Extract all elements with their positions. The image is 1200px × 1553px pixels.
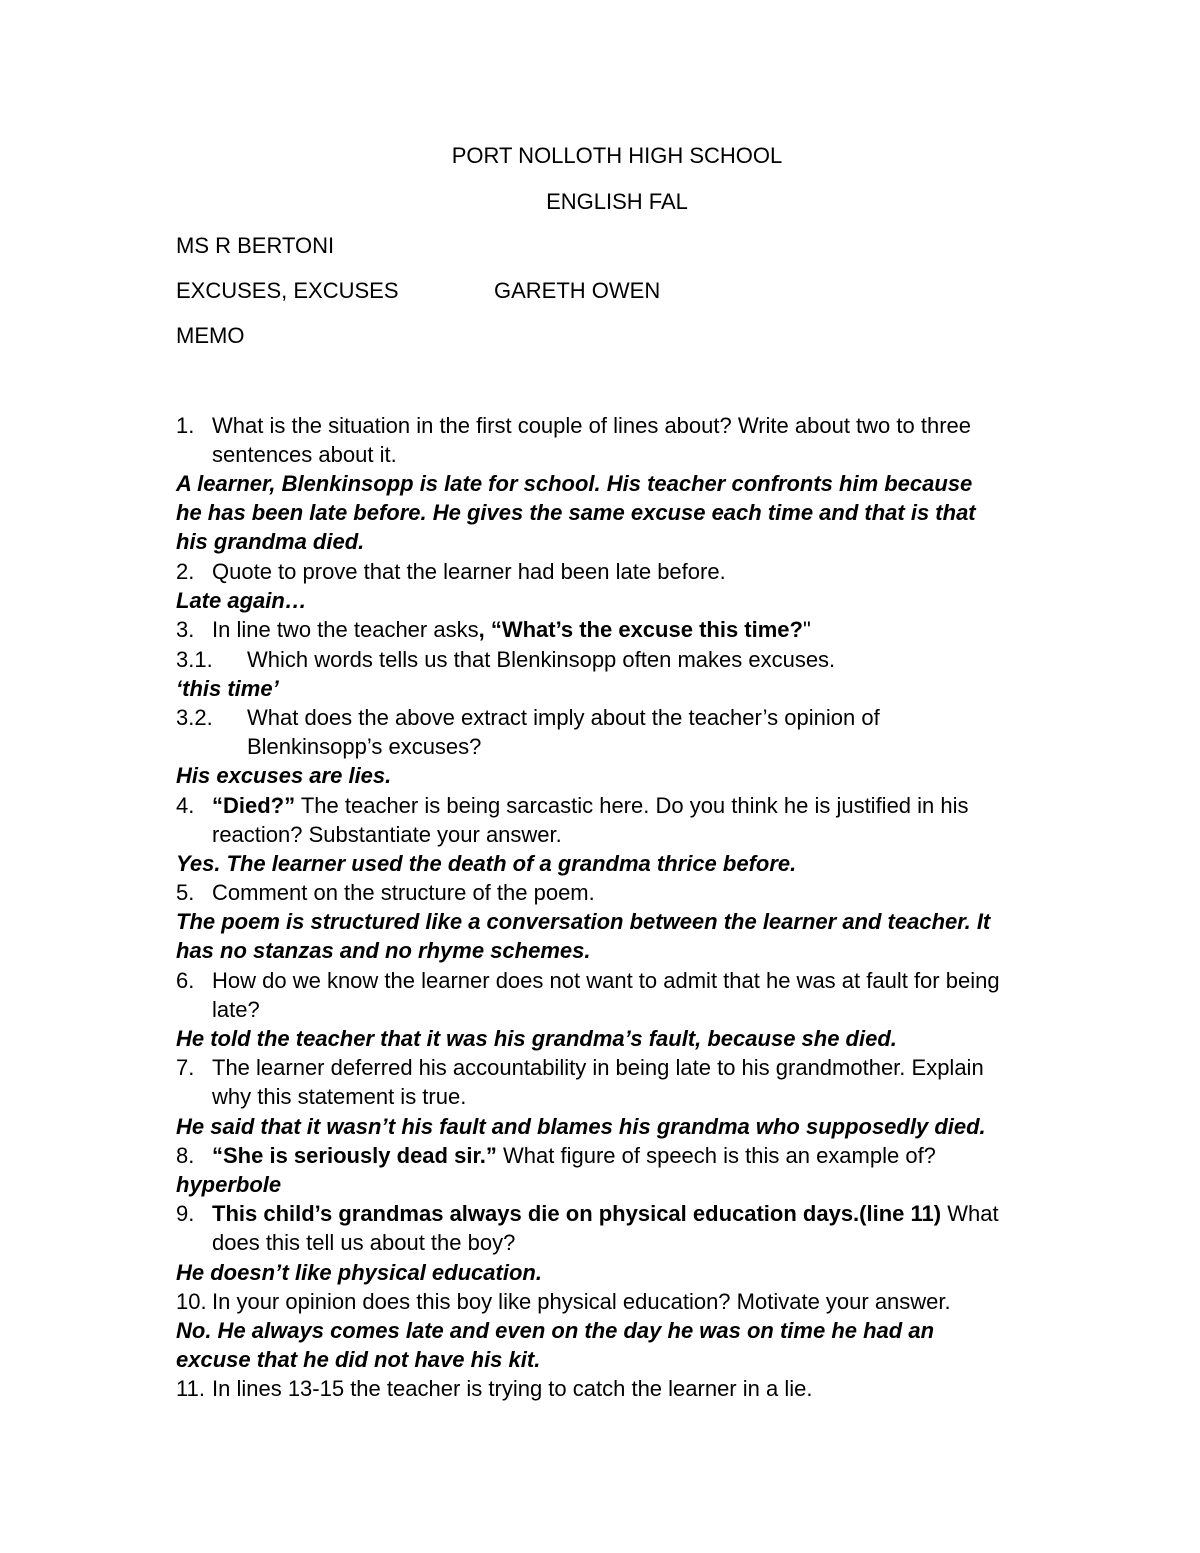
q1-answer-line1: A learner, Blenkinsopp is late for school. His teacher confronts him because (176, 471, 973, 496)
q4-answer: Yes. The learner used the death of a grandma thrice before. (176, 851, 797, 876)
q8-quote: “She is seriously dead sir.” (212, 1143, 497, 1168)
q3-question (212, 615, 811, 644)
q7-number: 7. (176, 1055, 195, 1080)
q5-answer-line1: The poem is structured like a conversation between the learner and teacher. It (176, 909, 991, 934)
doc-type: MEMO (176, 323, 245, 348)
q4-question-text: The teacher is being sarcastic here. Do you think he is justified in his (295, 793, 969, 818)
q3-2-number: 3.2. (176, 705, 213, 730)
q3-question-quote: , “What’s the excuse this time? (478, 617, 803, 642)
q1-question-line1: What is the situation in the first couple of lines about? Write about two to three (212, 413, 972, 438)
q10-answer-line1: No. He always comes late and even on the day he was on time he had an (176, 1318, 935, 1343)
q3-2-question-line2: Blenkinsopp’s excuses? (247, 734, 482, 759)
q3-1-answer: ‘this time’ (176, 676, 279, 701)
q8-answer: hyperbole (176, 1172, 282, 1197)
q3-2-question-line1: What does the above extract imply about the teacher’s opinion of (247, 705, 880, 730)
q1-question-line2: sentences about it. (212, 442, 397, 467)
q10-number: 10. (176, 1289, 207, 1314)
q3-2-answer: His excuses are lies. (176, 763, 392, 788)
q2-answer: Late again… (176, 588, 307, 613)
q7-question-line1: The learner deferred his accountability in being late to his grandmother. Explain (212, 1055, 984, 1080)
q1-answer-line3: his grandma died. (176, 529, 365, 554)
q9-quote: This child’s grandmas always die on physical education days.(line 11) (212, 1201, 942, 1226)
q10-question: In your opinion does this boy like physical education? Motivate your answer. (212, 1289, 951, 1314)
q9-question-line2: does this tell us about the boy? (212, 1230, 516, 1255)
q3-question-text: In line two the teacher asks (212, 617, 479, 642)
q3-1-question: Which words tells us that Blenkinsopp often makes excuses. (247, 647, 836, 672)
q6-answer: He told the teacher that it was his grandma’s fault, because she died. (176, 1026, 897, 1051)
q4-number: 4. (176, 793, 195, 818)
q8-question-text: What figure of speech is this an example of? (496, 1143, 936, 1168)
q9-answer: He doesn’t like physical education. (176, 1260, 542, 1285)
q2-question: Quote to prove that the learner had been late before. (212, 559, 726, 584)
q3-1-number: 3.1. (176, 647, 213, 672)
q1-answer-line2: he has been late before. He gives the same excuse each time and that is that (176, 500, 976, 525)
subject-name: ENGLISH FAL (546, 189, 688, 214)
q5-answer-line2: has no stanzas and no rhyme schemes. (176, 938, 591, 963)
teacher-name: MS R BERTONI (176, 233, 335, 258)
q4-question-line1 (212, 791, 969, 820)
q5-question: Comment on the structure of the poem. (212, 880, 595, 905)
school-name: PORT NOLLOTH HIGH SCHOOL (451, 143, 783, 168)
q7-answer: He said that it wasn’t his fault and blames his grandma who supposedly died. (176, 1114, 986, 1139)
q7-question-line2: why this statement is true. (212, 1084, 467, 1109)
q4-quote: “Died?” (212, 793, 296, 818)
poet-name: GARETH OWEN (494, 278, 661, 303)
q10-answer-line2: excuse that he did not have his kit. (176, 1347, 541, 1372)
q2-number: 2. (176, 559, 195, 584)
q9-question-text: What (941, 1201, 999, 1226)
q8-number: 8. (176, 1143, 195, 1168)
poem-title: EXCUSES, EXCUSES (176, 278, 399, 303)
q8-question (212, 1141, 936, 1170)
q4-question-line2: reaction? Substantiate your answer. (212, 822, 562, 847)
q3-number: 3. (176, 617, 195, 642)
q11-question: In lines 13-15 the teacher is trying to catch the learner in a lie. (212, 1376, 813, 1401)
q5-number: 5. (176, 880, 195, 905)
q9-question-line1 (212, 1199, 999, 1228)
q6-question-line2: late? (212, 997, 260, 1022)
q11-number: 11. (176, 1376, 205, 1401)
q6-number: 6. (176, 968, 195, 993)
q6-question-line1: How do we know the learner does not want to admit that he was at fault for being (212, 968, 1000, 993)
q9-number: 9. (176, 1201, 195, 1226)
q3-question-close: " (802, 617, 811, 642)
q1-number: 1. (176, 413, 195, 438)
